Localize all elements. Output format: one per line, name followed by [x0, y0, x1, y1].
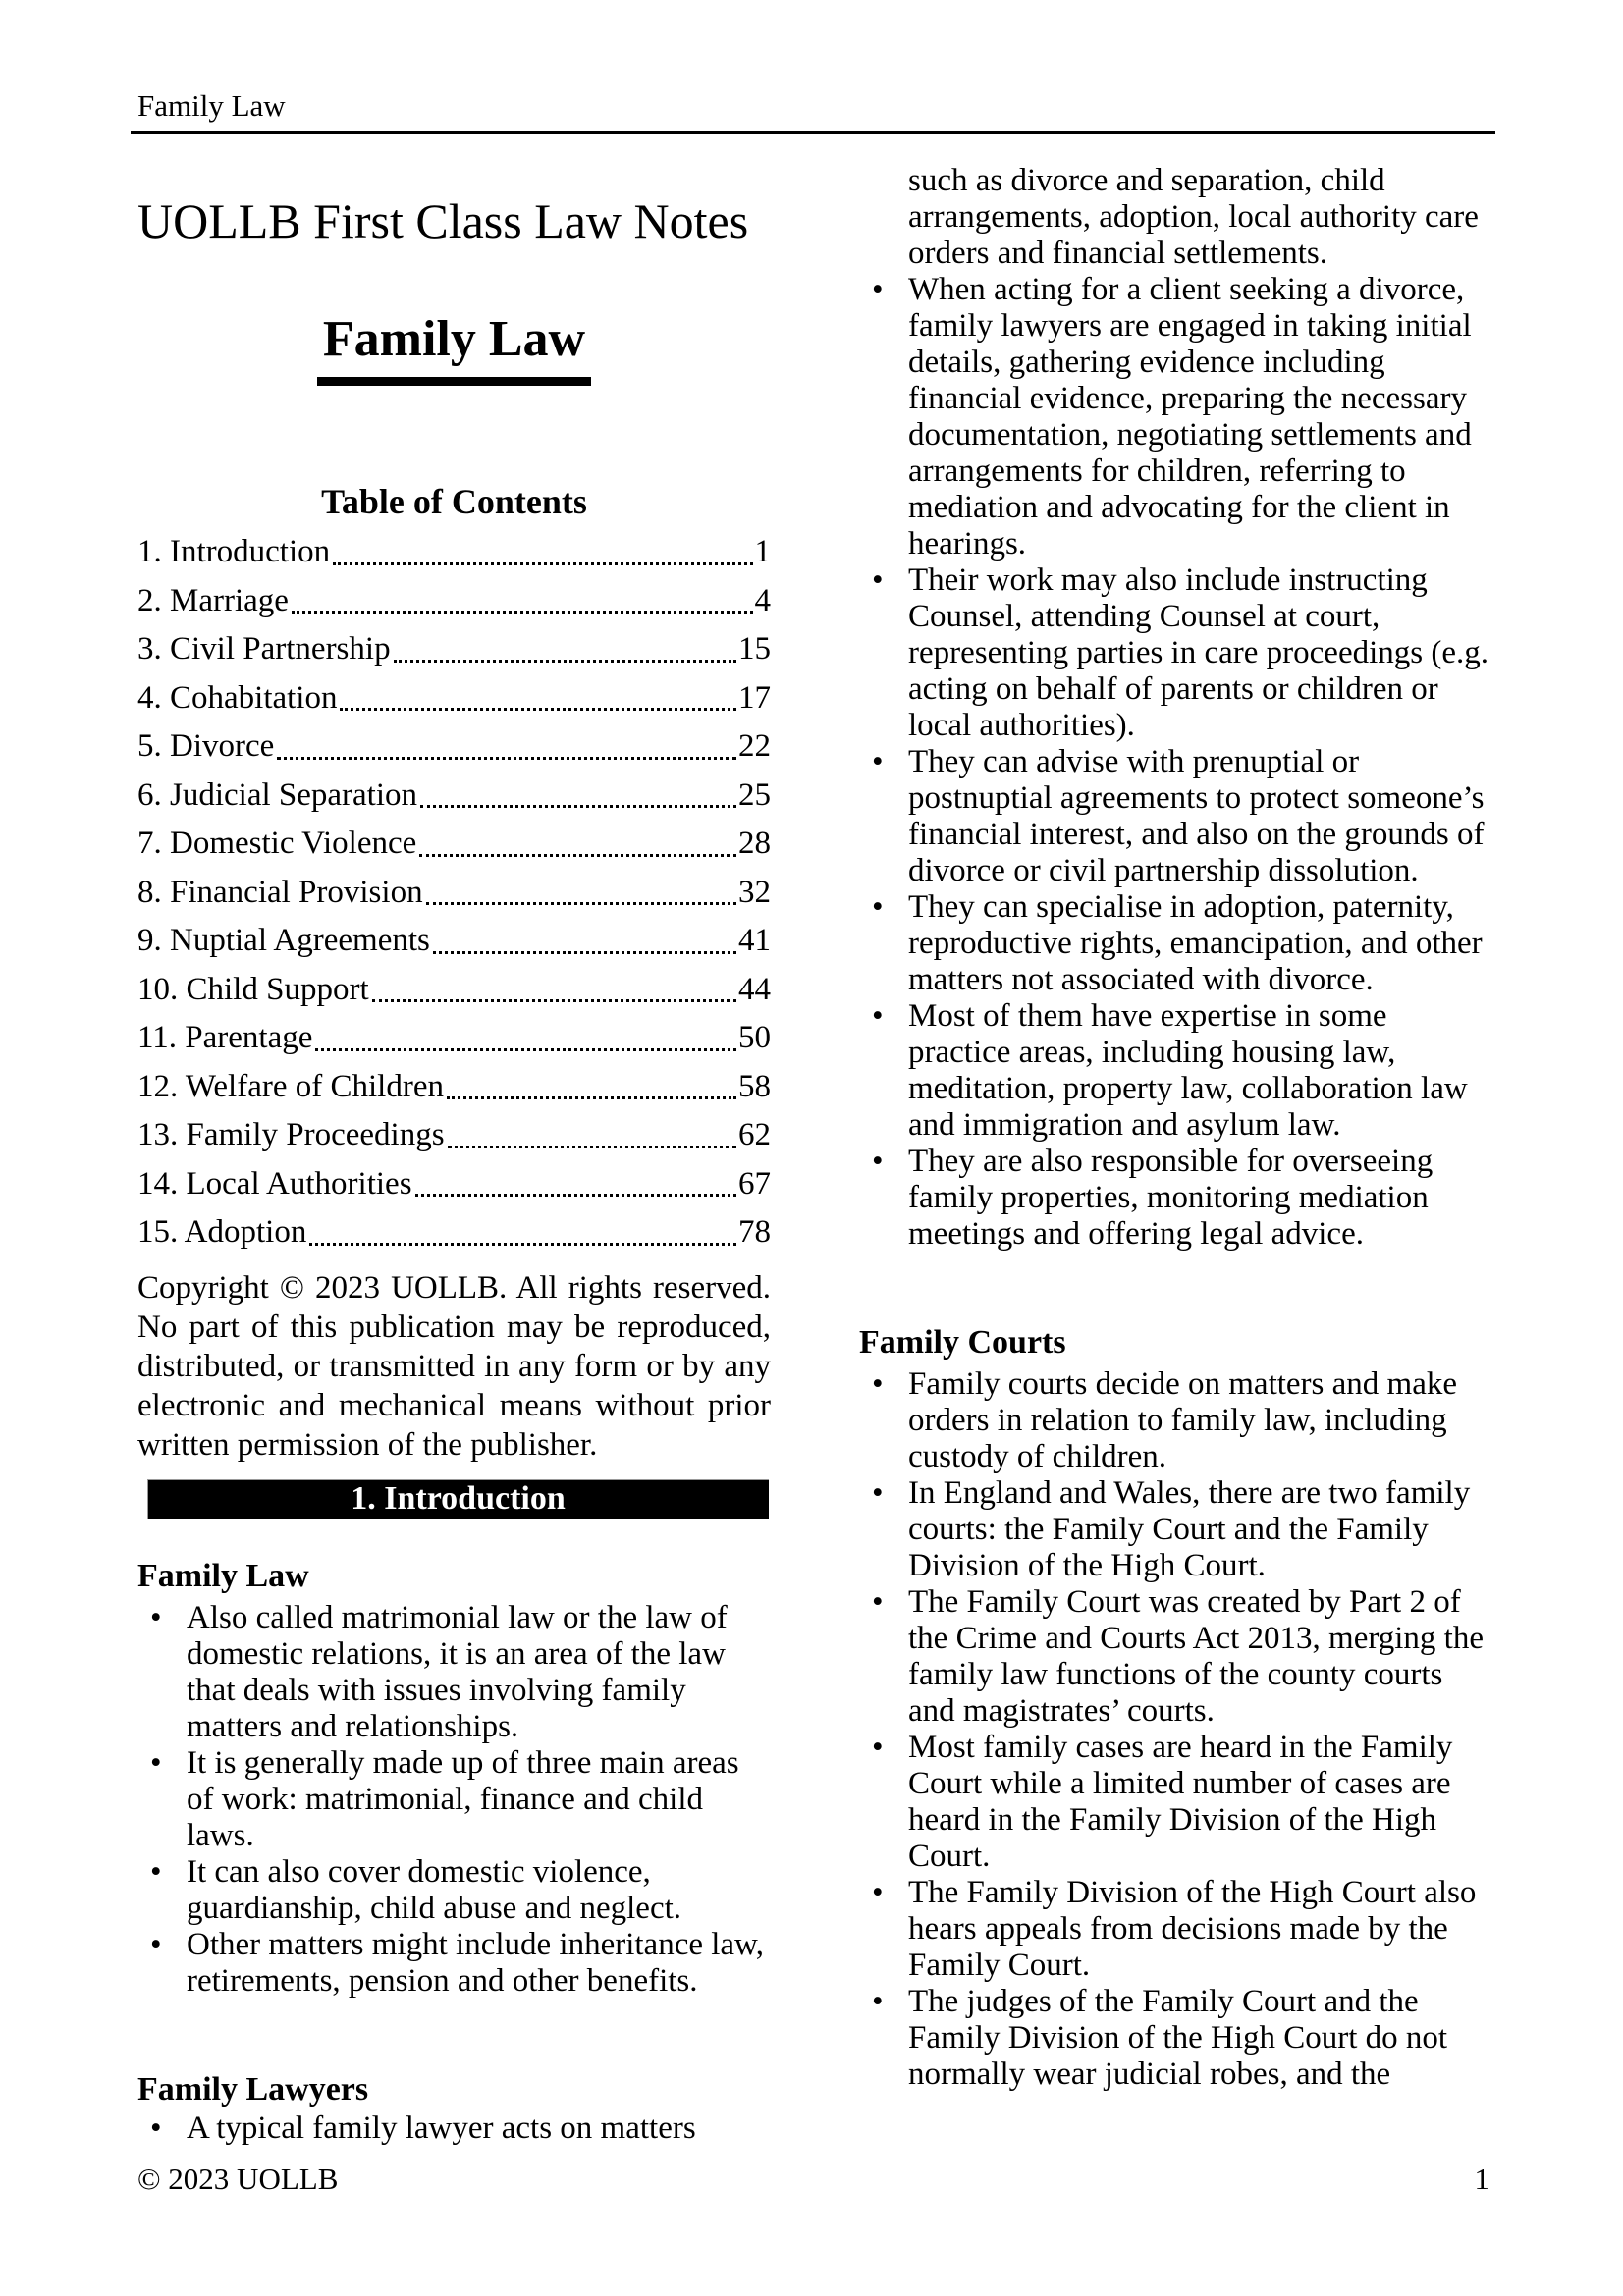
bullet-item — [137, 1854, 771, 1927]
toc-label: 8. Financial Provision — [137, 874, 423, 910]
toc-leader-dots — [412, 1160, 738, 1209]
bullet-item — [859, 1584, 1495, 1730]
toc-label: 9. Nuptial Agreements — [137, 923, 430, 958]
continuation-text: such as divorce and separation, child arrangements, adoption, local authority care orders and financial settlements. — [908, 163, 1479, 271]
toc-label: 6. Judicial Separation — [137, 776, 418, 813]
toc-row — [137, 577, 771, 626]
toc-label: 15. Adoption — [137, 1214, 307, 1250]
bullet-item — [859, 744, 1495, 889]
bullet-item — [859, 1875, 1495, 1984]
bullet-text: The Family Division of the High Court also hears appeals from decisions made by the Family Court. — [908, 1875, 1477, 1983]
bullet-text: A typical family lawyer acts on matters — [187, 2110, 696, 2146]
toc-label: 1. Introduction — [137, 534, 331, 569]
toc-leader-dots — [369, 966, 738, 1015]
toc-row — [137, 1208, 771, 1257]
bullet-item — [859, 272, 1495, 562]
toc-row — [137, 917, 771, 966]
bullet-marker: • — [150, 2110, 162, 2146]
bullet-marker: • — [150, 1745, 162, 1781]
bullet-marker: • — [872, 1475, 884, 1511]
toc-leader-dots — [423, 869, 738, 918]
bullet-text: It can also cover domestic violence, guardianship, child abuse and neglect. — [187, 1854, 682, 1926]
toc-page-number: 50 — [738, 1020, 771, 1055]
bullet-item — [137, 2110, 771, 2147]
bullet-text: Family courts decide on matters and make orders in relation to family law, including custody of children. — [908, 1366, 1458, 1474]
bullet-text: The judges of the Family Court and the Family Division of the High Court do not normally wear judicial robes, and the — [908, 1984, 1448, 2092]
bullet-text: The Family Court was created by Part 2 of the Crime and Courts Act 2013, merging the family law functions of the county courts and magistrates’ courts. — [908, 1584, 1484, 1729]
family-courts-section — [859, 1323, 1495, 2093]
family-lawyers-bullet-list — [137, 2110, 771, 2147]
bullet-marker: • — [872, 1584, 884, 1620]
bullet-marker: • — [150, 1600, 162, 1635]
bullet-marker: • — [872, 1730, 884, 1765]
toc-row — [137, 820, 771, 869]
bullet-text: They are also responsible for overseeing family properties, monitoring mediation meetings and offering legal advice. — [908, 1144, 1434, 1252]
toc-row — [137, 772, 771, 821]
running-header: Family Law — [137, 88, 286, 123]
toc-page-number: 58 — [738, 1068, 771, 1104]
heading-family-lawyers: Family Lawyers — [137, 2071, 369, 2108]
toc-row — [137, 625, 771, 674]
toc-label: 7. Domestic Violence — [137, 826, 417, 861]
bullet-marker: • — [872, 1875, 884, 1910]
toc-label: 14. Local Authorities — [137, 1165, 412, 1201]
bullet-item — [859, 1366, 1495, 1475]
toc-label: 2. Marriage — [137, 582, 289, 618]
toc-label: 11. Parentage — [137, 1020, 313, 1055]
bullet-text: They can advise with prenuptial or postnuptial agreements to protect someone’s financial interest, and also on the grounds of divorce or civil partnership dissolution. — [908, 744, 1485, 888]
toc-page-number: 17 — [738, 679, 771, 716]
toc-leader-dots — [416, 820, 738, 869]
bullet-marker: • — [872, 1984, 884, 2019]
toc-page-number: 28 — [738, 826, 771, 861]
toc-row — [137, 1160, 771, 1209]
family-law-bullet-list — [137, 1600, 771, 2000]
toc-leader-dots — [337, 674, 738, 723]
bullet-marker: • — [872, 998, 884, 1034]
bullet-text: They can specialise in adoption, paternity, reproductive rights, emancipation, and other matters not associated with divorce. — [908, 889, 1483, 997]
bullet-item — [859, 998, 1495, 1144]
toc-page-number: 22 — [738, 728, 771, 764]
toc-row — [137, 966, 771, 1015]
toc-label: 5. Divorce — [137, 728, 275, 764]
toc-page-number: 78 — [738, 1214, 771, 1250]
toc-leader-dots — [289, 577, 755, 626]
bullet-text: When acting for a client seeking a divorce, family lawyers are engaged in taking initial details, gathering evidence including financial evidence, preparing the necessary documentation, negotiating settlements and arrangements for children, referring to mediation and advocating for the client in hearings. — [908, 272, 1472, 561]
toc-page-number: 1 — [754, 534, 771, 569]
main-title-wrap — [137, 312, 771, 386]
toc-page-number: 44 — [738, 971, 771, 1007]
bullet-marker: • — [872, 1144, 884, 1179]
bullet-text: Other matters might include inheritance law, retirements, pension and other benefits. — [187, 1927, 764, 1999]
toc-label: 12. Welfare of Children — [137, 1068, 444, 1104]
bullet-marker: • — [150, 1854, 162, 1890]
toc-page-number: 15 — [738, 631, 771, 667]
bullet-item — [859, 889, 1495, 998]
bullet-text: In England and Wales, there are two family courts: the Family Court and the Family Division of the High Court. — [908, 1475, 1471, 1583]
toc-page-number: 41 — [738, 923, 771, 958]
bullet-text: It is generally made up of three main areas of work: matrimonial, finance and child laws. — [187, 1745, 739, 1853]
table-of-contents — [137, 528, 771, 1257]
toc-row — [137, 674, 771, 723]
toc-leader-dots — [330, 528, 754, 577]
copyright-notice: Copyright © 2023 UOLLB. All rights reserved. No part of this publication may be reproduced, distributed, or transmitted in any form or by any electronic and mechanical means without prior written permission of the publisher. — [137, 1270, 771, 1463]
toc-row — [137, 1014, 771, 1063]
section-banner — [147, 1479, 769, 1519]
bullet-text: Also called matrimonial law or the law of domestic relations, it is an area of the law that deals with issues involving family matters and relationships. — [187, 1600, 728, 1744]
bullet-text: Their work may also include instructing Counsel, attending Counsel at court, representing parties in care proceedings (e.g. acting on behalf of parents or children or local authorities). — [908, 562, 1488, 743]
toc-page-number: 4 — [754, 582, 771, 618]
bullet-item — [859, 1475, 1495, 1584]
bullet-marker: • — [872, 889, 884, 925]
toc-leader-dots — [430, 917, 738, 966]
page-title: Family Law — [317, 312, 591, 386]
right-column-top — [859, 163, 1495, 1253]
toc-label: 3. Civil Partnership — [137, 631, 391, 667]
bullet-marker: • — [872, 562, 884, 598]
toc-page-number: 25 — [738, 776, 771, 813]
bullet-marker: • — [150, 1927, 162, 1962]
bullet-item — [859, 1730, 1495, 1875]
toc-leader-dots — [306, 1208, 738, 1257]
toc-row — [137, 528, 771, 577]
bullet-item — [859, 562, 1495, 744]
toc-page-number: 32 — [738, 874, 771, 910]
toc-leader-dots — [391, 625, 738, 674]
toc-row — [137, 722, 771, 772]
toc-row — [137, 1111, 771, 1160]
heading-family-courts: Family Courts — [859, 1324, 1066, 1361]
family-courts-bullet-list — [859, 1366, 1495, 2093]
toc-page-number: 62 — [738, 1117, 771, 1152]
toc-page-number: 67 — [738, 1165, 771, 1201]
bullet-marker: • — [872, 1366, 884, 1402]
bullet-marker: • — [872, 272, 884, 307]
bullet-item — [137, 1745, 771, 1854]
toc-row — [137, 1063, 771, 1112]
toc-leader-dots — [445, 1111, 738, 1160]
toc-heading: Table of Contents — [321, 482, 587, 521]
series-title: UOLLB First Class Law Notes — [137, 193, 749, 248]
lawyer-bullet-list — [859, 272, 1495, 1253]
bullet-item — [859, 1144, 1495, 1253]
toc-leader-dots — [274, 722, 738, 772]
bullet-item — [137, 1927, 771, 2000]
toc-label: 13. Family Proceedings — [137, 1117, 445, 1152]
toc-leader-dots — [417, 772, 738, 821]
bullet-text: Most family cases are heard in the Family Court while a limited number of cases are heard in the Family Division of the High Court. — [908, 1730, 1453, 1874]
section-banner-label: 1. Introduction — [351, 1480, 566, 1517]
header-rule — [131, 131, 1495, 134]
toc-leader-dots — [444, 1063, 738, 1112]
bullet-item — [859, 1984, 1495, 2093]
bullet-item — [137, 1600, 771, 1745]
footer-copyright: © 2023 UOLLB — [137, 2162, 339, 2196]
bullet-marker: • — [872, 744, 884, 779]
bullet-text: Most of them have expertise in some practice areas, including housing law, meditation, property law, collaboration law and immigration and asylum law. — [908, 998, 1468, 1143]
toc-row — [137, 869, 771, 918]
toc-label: 10. Child Support — [137, 971, 369, 1007]
toc-leader-dots — [312, 1014, 738, 1063]
toc-label: 4. Cohabitation — [137, 679, 338, 716]
footer-page-number: 1 — [1474, 2162, 1489, 2196]
heading-family-law: Family Law — [137, 1558, 309, 1594]
